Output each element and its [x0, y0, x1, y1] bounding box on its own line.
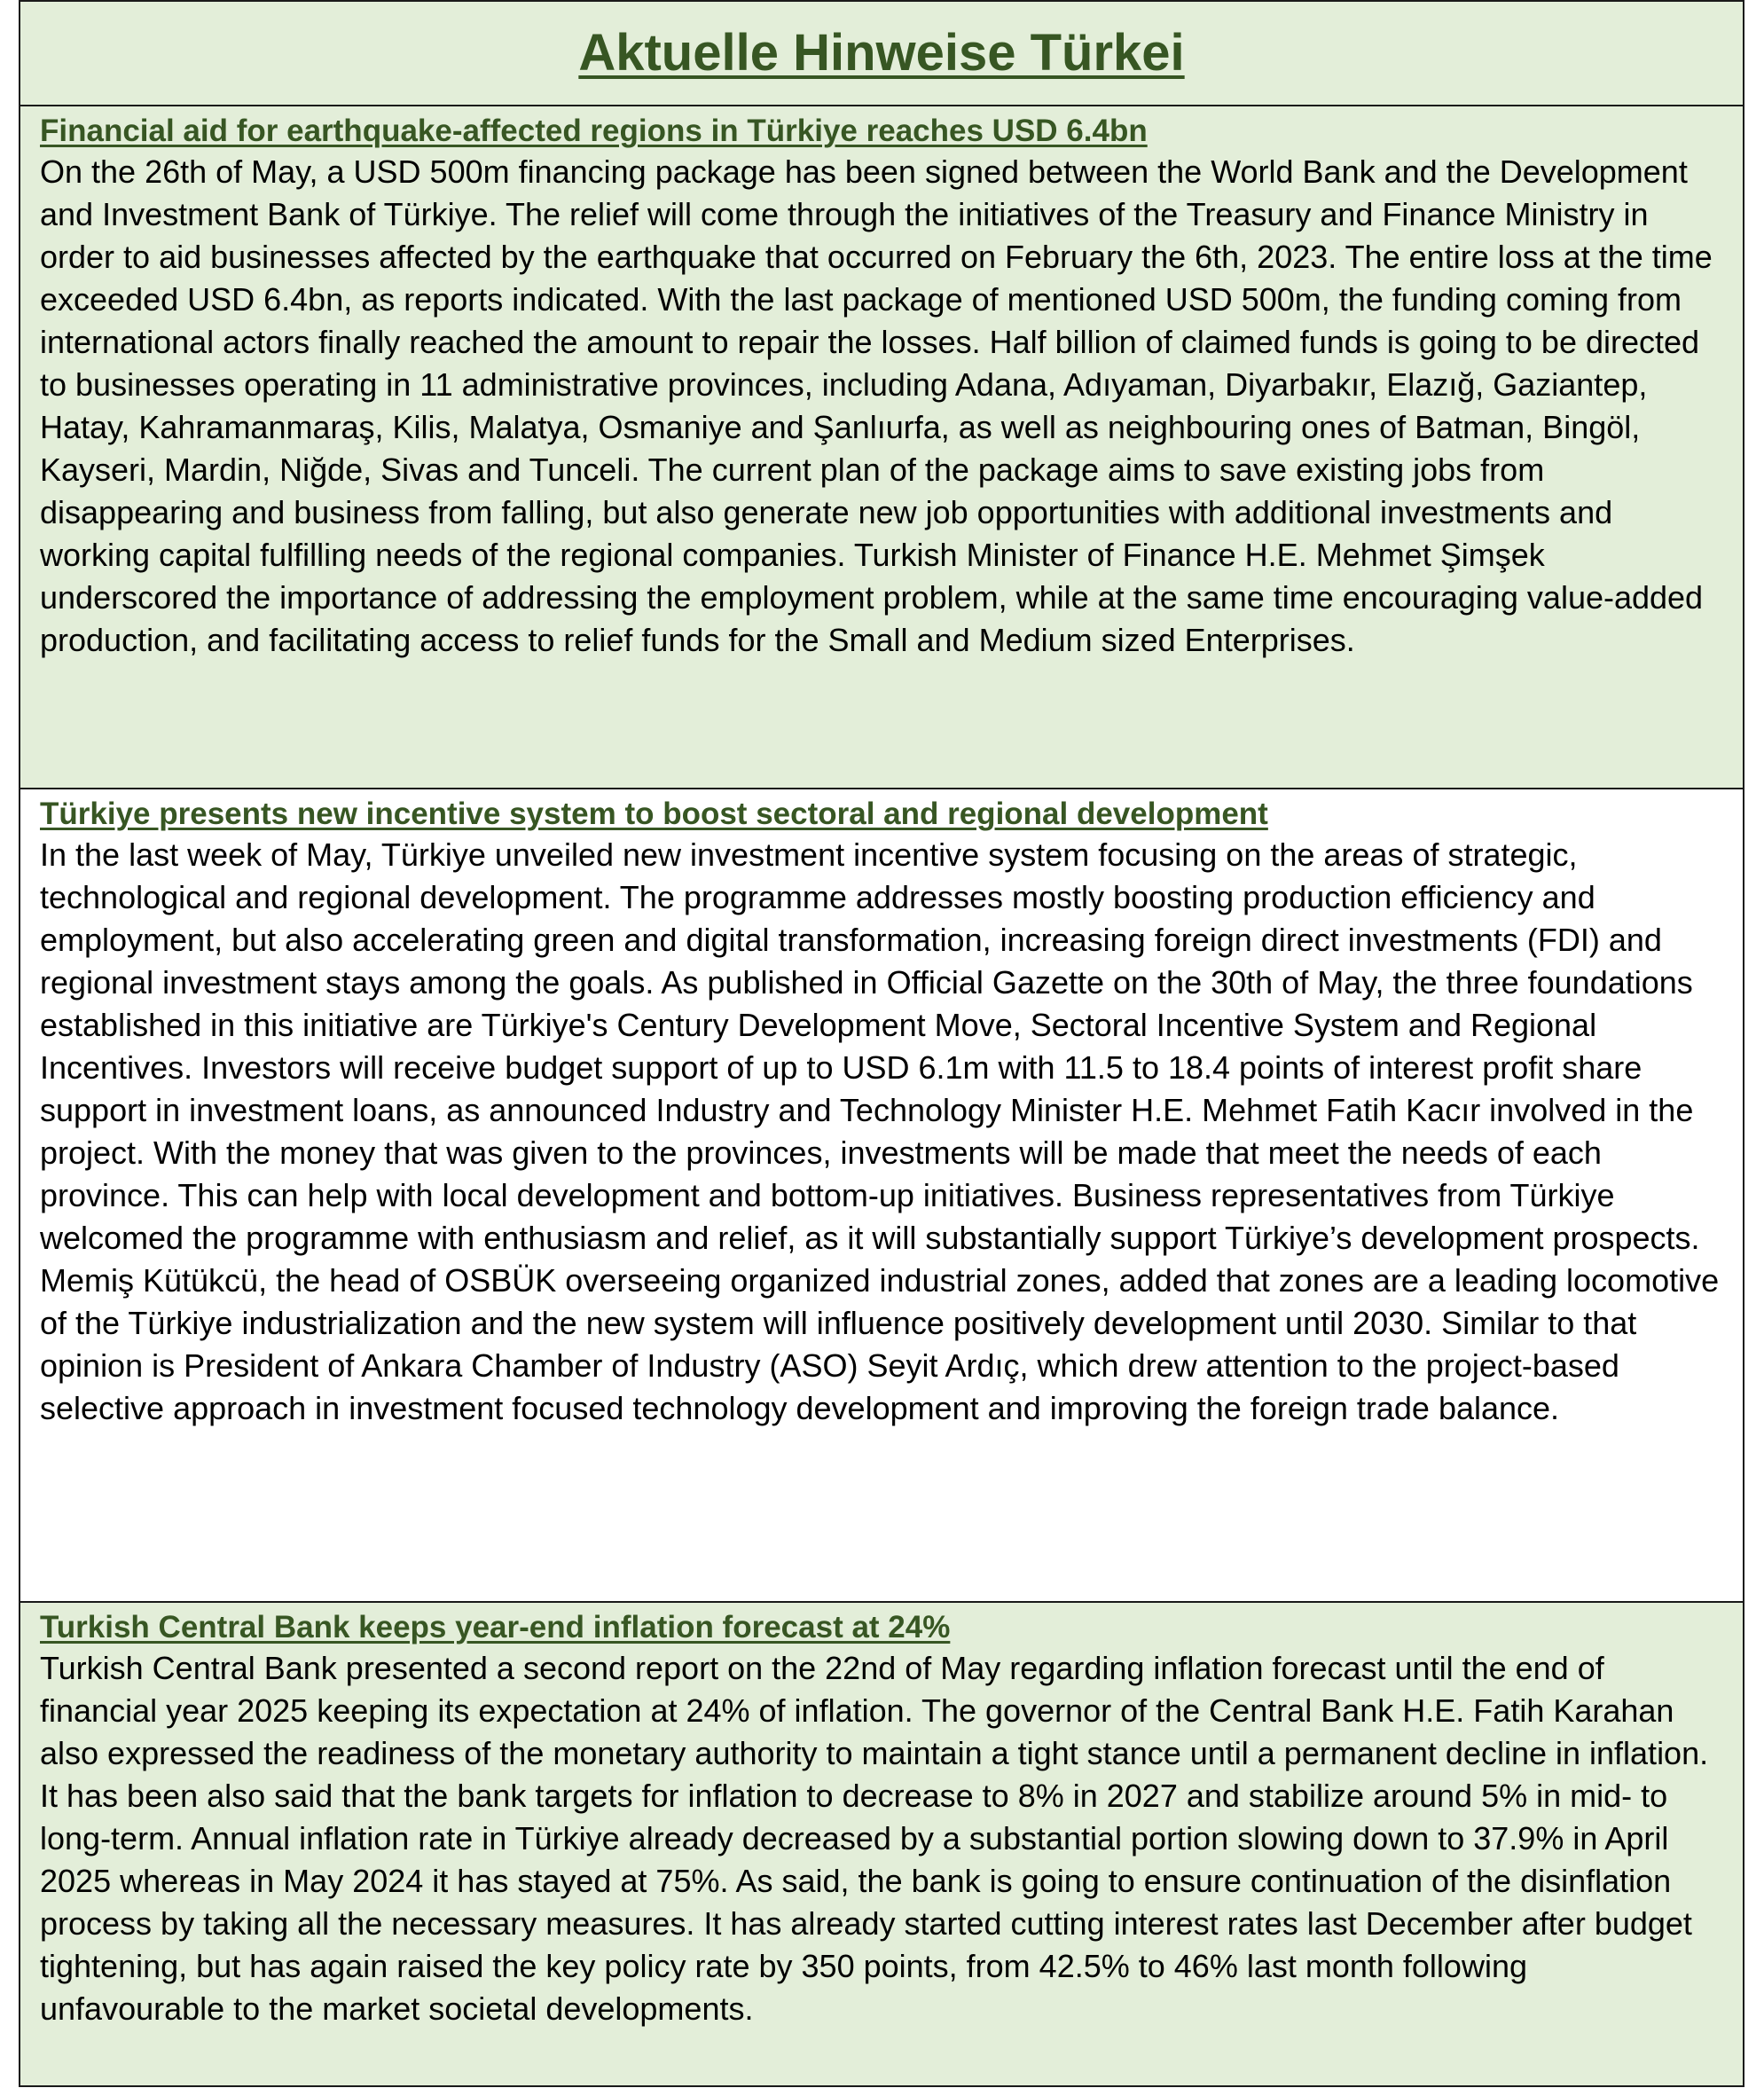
article-body: In the last week of May, Türkiye unveiled new investment incentive system focusing on the areas of strategic, technological and regional development. The programme addresses mostly boosting production efficiency and employment, but also accelerating green and digital transformation, increasing foreign direct investments (FDI) and regional investment stays among the goals. As published in Official Gazette on the 30th of May, the three foundations established in this initiative are Türkiye's Century Development Move, Sectoral Incentive System and Regional Incentives. Investors will receive budget support of up to USD 6.1m with 11.5 to 18.4 points of interest profit share support in investment loans, as announced Industry and Technology Minister H.E. Mehmet Fatih Kacır involved in the project. With the money that was given to the provinces, investments will be made that meet the needs of each province. This can help with local development and bottom-up initiatives. Business representatives from Türkiye welcomed the programme with enthusiasm and relief, as it will substantially support Türkiye’s development prospects. Memiş Kütükcü, the head of OSBÜK overseeing organized industrial zones, added that zones are a leading locomotive of the Türkiye industrialization and the new system will influence positively development until 2030. Similar to that opinion is President of Ankara Chamber of Industry (ASO) Seyit Ardıç, which drew attention to the project-based selective approach in investment focused technology development and improving the foreign trade balance. [40, 836, 1720, 1426]
article-incentive-system [20, 789, 1743, 1603]
document-page [19, 0, 1744, 2087]
article-headline: Türkiye presents new incentive system to boost sectoral and regional development [40, 797, 1268, 831]
article-headline: Turkish Central Bank keeps year-end inflation forecast at 24% [40, 1610, 951, 1644]
title-bar [20, 2, 1743, 106]
article-headline: Financial aid for earthquake-affected regions in Türkiye reaches USD 6.4bn [40, 114, 1148, 148]
article-earthquake-aid [20, 106, 1743, 789]
article-inflation-forecast [20, 1603, 1743, 2087]
article-body: On the 26th of May, a USD 500m financing package has been signed between the World Bank and the Development and Investment Bank of Türkiye. The relief will come through the initiatives of the Treasury and Finance Ministry in order to aid businesses affected by the earthquake that occurred on February the 6th, 2023. The entire loss at the time exceeded USD 6.4bn, as reports indicated. With the last package of mentioned USD 500m, the funding coming from international actors finally reached the amount to repair the losses. Half billion of claimed funds is going to be directed to businesses operating in 11 administrative provinces, including Adana, Adıyaman, Diyarbakır, Elazığ, Gaziantep, Hatay, Kahramanmaraş, Kilis, Malatya, Osmaniye and Şanlıurfa, as well as neighbouring ones of Batman, Bingöl, Kayseri, Mardin, Niğde, Sivas and Tunceli. The current plan of the package aims to save existing jobs from disappearing and business from falling, but also generate new job opportunities with additional investments and working capital fulfilling needs of the regional companies. Turkish Minister of Finance H.E. Mehmet Şimşek underscored the importance of addressing the employment problem, while at the same time encouraging value-added production, and facilitating access to relief funds for the Small and Medium sized Enterprises. [40, 153, 1713, 658]
page-title: Aktuelle Hinweise Türkei [578, 24, 1185, 82]
article-body: Turkish Central Bank presented a second report on the 22nd of May regarding inflation forecast until the end of financial year 2025 keeping its expectation at 24% of inflation. The governor of the Central Bank H.E. Fatih Karahan also expressed the readiness of the monetary authority to maintain a tight stance until a permanent decline in inflation. It has been also said that the bank targets for inflation to decrease to 8% in 2027 and stabilize around 5% in mid- to long-term. Annual inflation rate in Türkiye already decreased by a substantial portion slowing down to 37.9% in April 2025 whereas in May 2024 it has stayed at 75%. As said, the bank is going to ensure continuation of the disinflation process by taking all the necessary measures. It has already started cutting interest rates last December after budget tightening, but has again raised the key policy rate by 350 points, from 42.5% to 46% last month following unfavourable to the market societal developments. [40, 1650, 1709, 2027]
